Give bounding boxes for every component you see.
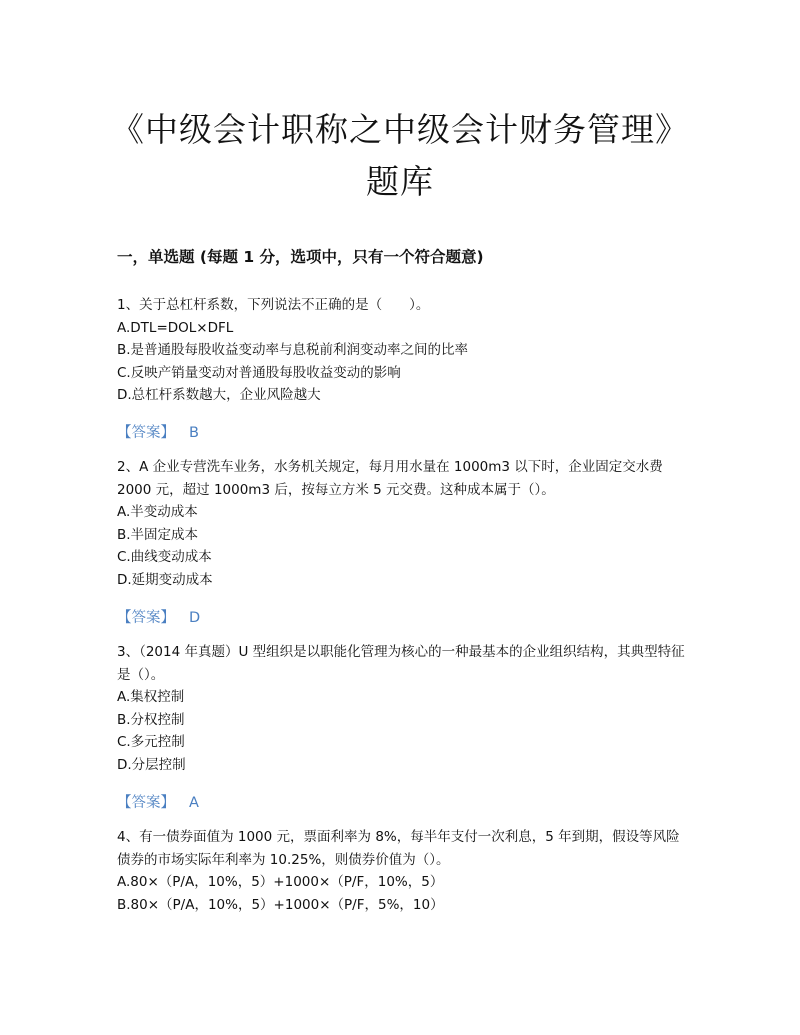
question-3 xyxy=(117,641,687,776)
question-2-option-d: D.延期变动成本 xyxy=(117,571,213,588)
question-3-option-a: A.集权控制 xyxy=(117,689,185,705)
question-4-option-b: B.80×（P/A，10%，5）+1000×（P/F，5%，10） xyxy=(117,896,444,913)
question-2-option-a: A.半变动成本 xyxy=(117,504,198,520)
page-title: 《中级会计职称之中级会计财务管理》题库 xyxy=(111,110,689,201)
question-3-stem: 3、（2014 年真题）U 型组织是以职能化管理为核心的一种最基本的企业组织结构，其典型特征是（）。 xyxy=(117,644,685,683)
question-1-option-a: A.DTL=DOL×DFL xyxy=(117,319,234,336)
question-3-answer xyxy=(117,791,199,812)
answer-label: 【答案】 xyxy=(117,425,175,441)
question-2-option-b: B.半固定成本 xyxy=(117,526,199,543)
question-2-answer xyxy=(117,606,200,627)
question-1-option-c: C.反映产销量变动对普通股每股收益变动的影响 xyxy=(117,364,401,381)
question-4 xyxy=(117,826,687,916)
question-3-option-b: B.分权控制 xyxy=(117,711,185,728)
question-1 xyxy=(117,294,687,407)
question-1-answer xyxy=(117,421,199,442)
question-4-option-a: A.80×（P/A，10%，5）+1000×（P/F，10%，5） xyxy=(117,874,444,890)
answer-label: 【答案】 xyxy=(117,610,175,626)
question-2-option-c: C.曲线变动成本 xyxy=(117,549,212,565)
question-3-option-c: C.多元控制 xyxy=(117,734,185,750)
answer-value: B xyxy=(189,425,199,441)
question-1-stem: 1、关于总杠杆系数，下列说法不正确的是（ ）。 xyxy=(117,297,430,313)
answer-value: A xyxy=(189,795,199,811)
answer-value: D xyxy=(189,610,201,626)
question-2 xyxy=(117,456,687,591)
question-4-stem: 4、有一债券面值为 1000 元，票面利率为 8%，每半年支付一次利息，5 年到期，假设等风险债券的市场实际年利率为 10.25%，则债券价值为（）。 xyxy=(117,829,680,868)
section-heading: 一，单选题 (每题 1 分，选项中，只有一个符合题意) xyxy=(117,248,484,266)
question-1-option-d: D.总杠杆系数越大，企业风险越大 xyxy=(117,387,321,403)
question-1-option-b: B.是普通股每股收益变动率与息税前利润变动率之间的比率 xyxy=(117,342,469,358)
question-2-stem: 2、A 企业专营洗车业务，水务机关规定，每月用水量在 1000m3 以下时，企业固定交水费 2000 元，超过 1000m3 后，按每立方米 5 元交费。这种成本属于（）。 xyxy=(117,459,663,498)
answer-label: 【答案】 xyxy=(117,795,175,811)
question-3-option-d: D.分层控制 xyxy=(117,756,186,773)
